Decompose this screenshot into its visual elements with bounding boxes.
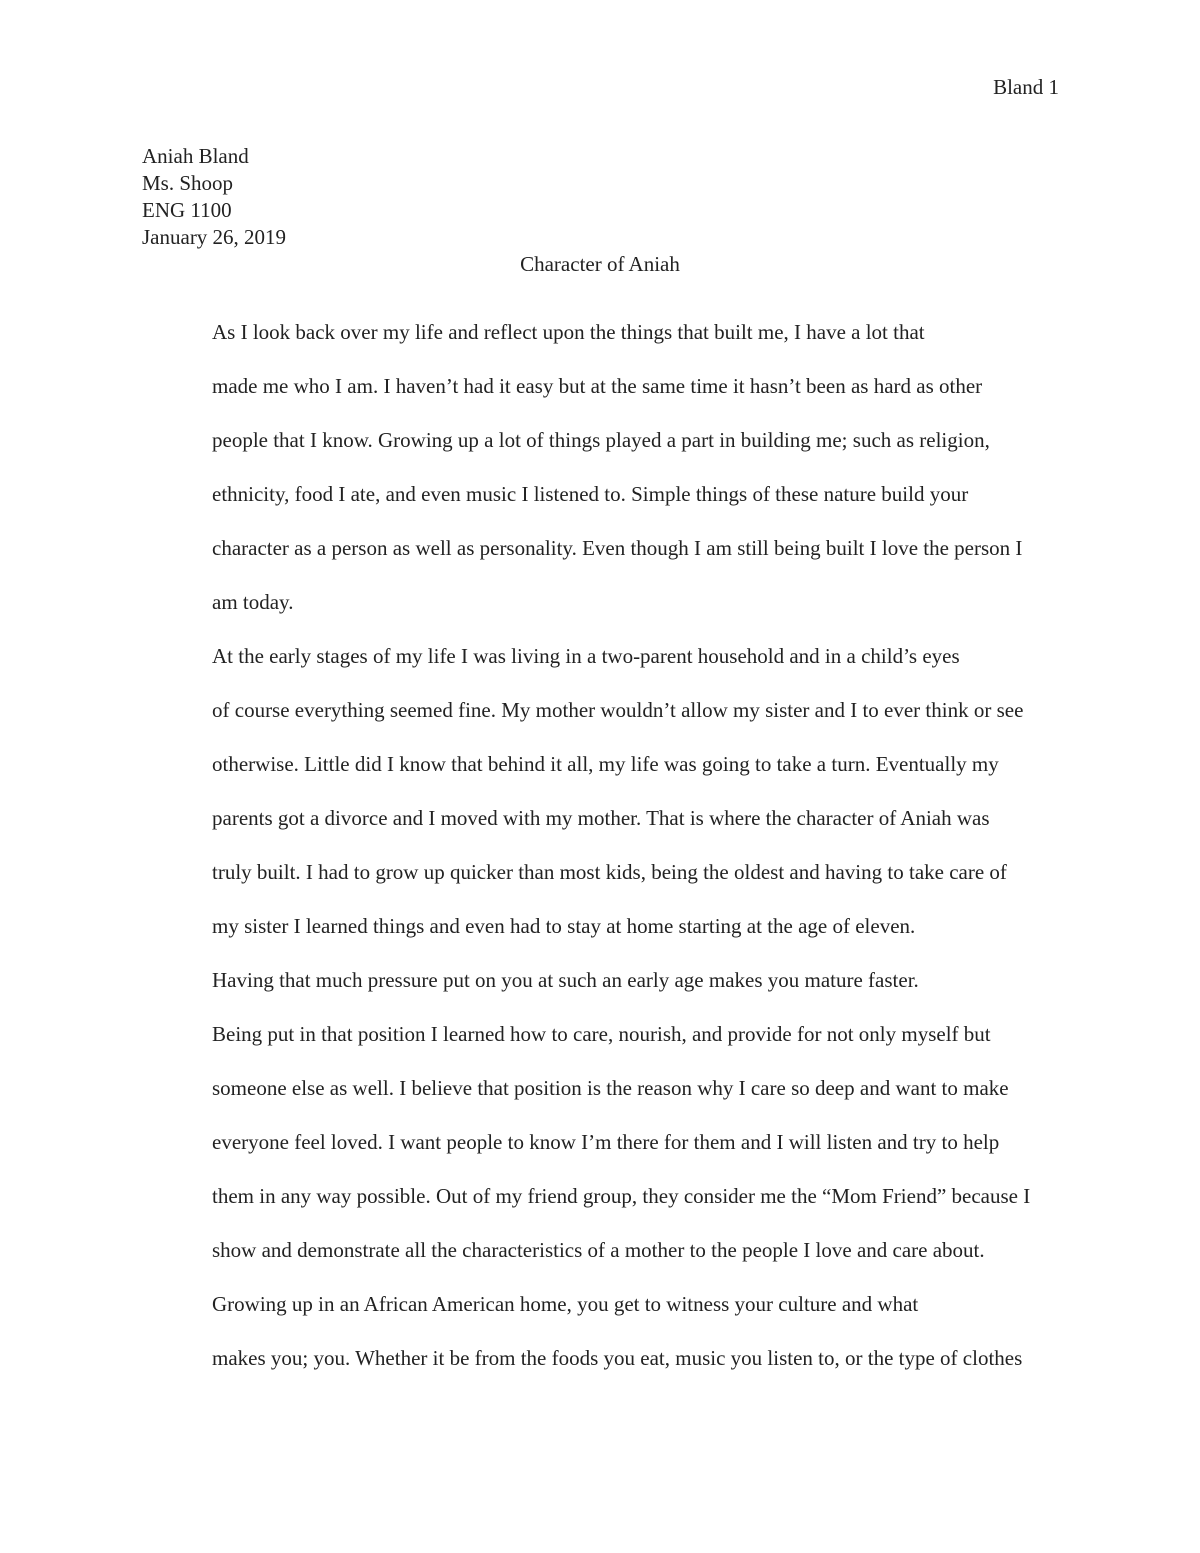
text-line: made me who I am. I haven’t had it easy but at the same time it hasn’t been as hard as other xyxy=(212,374,983,398)
text-line: character as a person as well as personality. Even though I am still being built I love the person I xyxy=(212,536,1023,560)
text-line: otherwise. Little did I know that behind it all, my life was going to take a turn. Eventually my xyxy=(212,752,999,776)
essay-date: January 26, 2019 xyxy=(142,225,287,249)
text-line: am today. xyxy=(212,590,294,614)
text-line: As I look back over my life and reflect upon the things that built me, I have a lot that xyxy=(212,320,925,344)
running-header-page-number: Bland 1 xyxy=(993,75,1059,99)
text-line: Having that much pressure put on you at such an early age makes you mature faster. xyxy=(212,968,919,992)
course-name: ENG 1100 xyxy=(142,198,232,222)
instructor-name: Ms. Shoop xyxy=(142,171,234,195)
paragraph-1 xyxy=(142,305,1060,629)
text-line: someone else as well. I believe that position is the reason why I care so deep and want to make xyxy=(212,1076,1009,1100)
text-line: ethnicity, food I ate, and even music I listened to. Simple things of these nature build your xyxy=(212,482,969,506)
text-line: truly built. I had to grow up quicker than most kids, being the oldest and having to take care of xyxy=(212,860,1007,884)
text-line: Growing up in an African American home, you get to witness your culture and what xyxy=(212,1292,919,1316)
text-line: everyone feel loved. I want people to know I’m there for them and I will listen and try to help xyxy=(212,1130,1000,1154)
text-line: makes you; you. Whether it be from the foods you eat, music you listen to, or the type of clothes xyxy=(212,1346,1023,1370)
text-line: my sister I learned things and even had to stay at home starting at the age of eleven. xyxy=(212,914,916,938)
paragraph-2 xyxy=(142,629,1060,953)
text-line: At the early stages of my life I was living in a two-parent household and in a child’s eyes xyxy=(212,644,960,668)
paragraph-3 xyxy=(142,953,1060,1277)
paragraph-4 xyxy=(142,1277,1060,1385)
text-line: of course everything seemed fine. My mother wouldn’t allow my sister and I to ever think or see xyxy=(212,698,1024,722)
text-line: Being put in that position I learned how to care, nourish, and provide for not only myself but xyxy=(212,1022,991,1046)
student-name: Aniah Bland xyxy=(142,144,249,168)
text-line: people that I know. Growing up a lot of things played a part in building me; such as religion, xyxy=(212,428,990,452)
text-line: show and demonstrate all the characteristics of a mother to the people I love and care about. xyxy=(212,1238,985,1262)
essay-body xyxy=(142,305,1060,1385)
essay-title: Character of Aniah xyxy=(520,252,680,276)
mla-heading xyxy=(142,143,286,251)
text-line: parents got a divorce and I moved with my mother. That is where the character of Aniah was xyxy=(212,806,990,830)
text-line: them in any way possible. Out of my friend group, they consider me the “Mom Friend” because I xyxy=(212,1184,1031,1208)
